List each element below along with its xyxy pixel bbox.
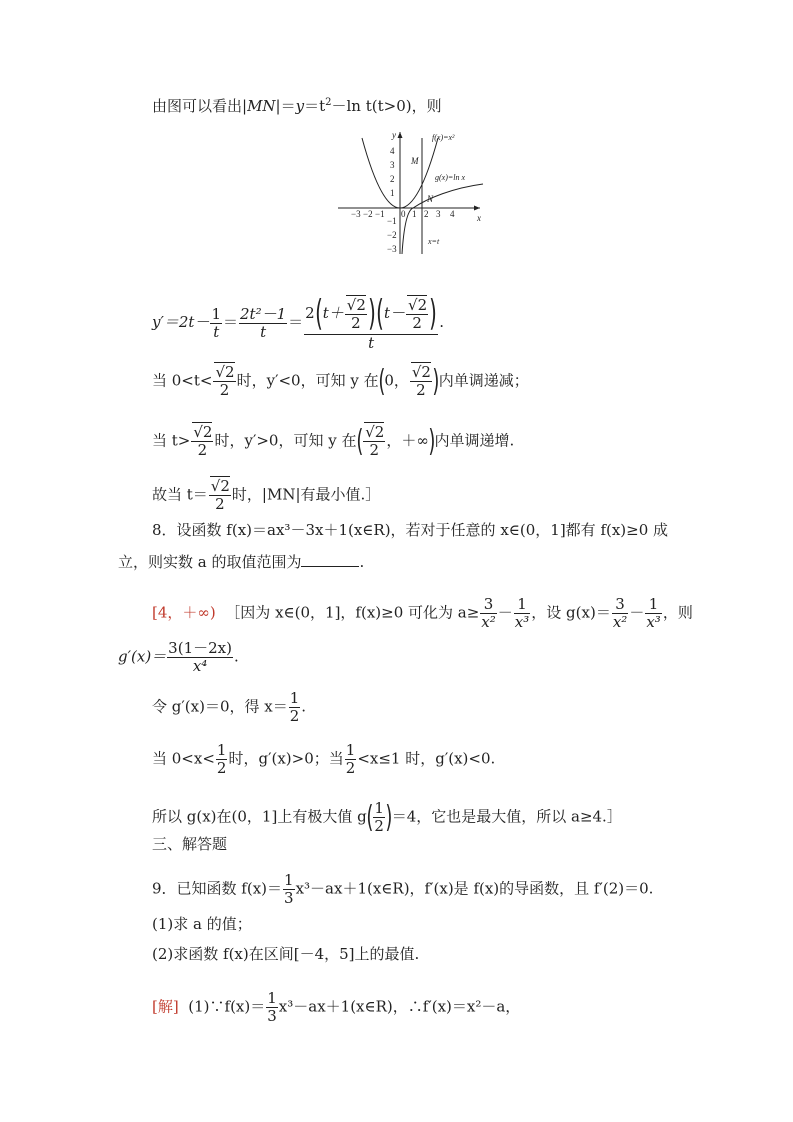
lparen-icon: (: [376, 293, 384, 334]
den: 3: [267, 1007, 277, 1025]
x-axis-label: x: [477, 213, 481, 223]
g-label: g(x)=ln x: [435, 173, 466, 182]
den: x³: [646, 613, 661, 631]
frac-3-x2: [612, 596, 628, 631]
case2-a: 当 t>: [152, 431, 191, 450]
answer-blank: [301, 552, 359, 567]
ln-curve: [402, 184, 483, 254]
case1-c: 0，: [384, 371, 409, 390]
x-tick: 1: [412, 209, 417, 219]
intro-text: 由图可以看出|: [152, 97, 248, 115]
y-tick: 4: [390, 146, 395, 156]
frac-sqrt2-2: [191, 424, 213, 459]
den: x³: [514, 613, 530, 631]
y-tick: −2: [387, 230, 397, 240]
rparen-icon: ): [368, 293, 376, 334]
den: 2: [345, 759, 356, 777]
function-graph: [338, 128, 488, 256]
a8-line3: [152, 742, 495, 777]
num: 1: [345, 741, 356, 759]
y-tick: −1: [387, 216, 397, 226]
x-tick: 0: [401, 209, 406, 219]
den: t: [213, 322, 220, 341]
frac-sqrt2-2: [410, 364, 432, 399]
gprime-lhs: g′(x)＝: [118, 647, 167, 666]
lparen-icon: (: [366, 799, 374, 835]
sqrt-2: √2: [193, 423, 213, 441]
rparen-icon: ): [428, 423, 436, 459]
x-tick: 4: [450, 209, 455, 219]
x-tick: −2: [363, 209, 373, 219]
y-tick: −3: [387, 244, 397, 254]
den: 2: [416, 381, 426, 399]
den: 2: [215, 495, 225, 513]
sol-b: x³－ax＋1(x∈R)，∴f′(x)＝x²－a，: [278, 997, 521, 1016]
case2-d: 内单调递增.: [434, 431, 515, 450]
y-tick: 2: [390, 174, 395, 184]
sol-a: (1)∵f(x)＝: [188, 997, 266, 1016]
den: 2: [351, 313, 361, 332]
a8-gprime: [118, 640, 239, 675]
intro-line: 由图可以看出$|MN|=y=t^2-\ln$ t(t>0)，则: [152, 97, 442, 115]
y-tick: 3: [390, 160, 395, 170]
frac-sqrt2-2: [345, 297, 367, 332]
a8-l2-text: 令 g′(x)＝0，得 x＝: [152, 697, 288, 716]
period: .: [359, 553, 365, 571]
num: [209, 478, 231, 496]
period: .: [301, 697, 307, 716]
t-plus: t＋: [322, 304, 344, 322]
y-tick: 1: [390, 188, 395, 198]
frac-1-2: [373, 800, 385, 835]
den: 2: [289, 707, 300, 725]
num: 1: [289, 689, 300, 707]
frac-sqrt2-2: [209, 478, 231, 513]
num: [213, 364, 235, 382]
intro-eq: |＝: [275, 97, 296, 115]
lparen-icon: (: [377, 363, 385, 399]
a8-text-b: ，设 g(x)＝: [531, 603, 611, 622]
x-tick: −3: [351, 209, 361, 219]
a8-text-c: ，则: [662, 603, 693, 622]
a8-line4: [152, 800, 622, 835]
frac-3-x2: [480, 596, 496, 631]
intro-after: －ln t(t>0)，则: [331, 97, 442, 115]
num: 2t²－1: [240, 304, 287, 323]
num: 1: [645, 596, 661, 614]
rparen-icon: ): [385, 799, 393, 835]
frac-1-x3: [514, 596, 530, 631]
num: 3(1－2x): [168, 639, 232, 657]
frac-2t2-1: [239, 306, 287, 341]
sqrt-2: √2: [411, 363, 431, 381]
case-minimum: [152, 478, 380, 513]
x-tick: −1: [375, 209, 385, 219]
den: x⁴: [192, 657, 208, 675]
den: 2: [216, 759, 227, 777]
frac-1-x3: [645, 596, 661, 631]
point-m-label: M: [411, 156, 419, 166]
sqrt-2: √2: [365, 423, 385, 441]
frac-1-2: [289, 690, 301, 725]
den: 3: [284, 889, 294, 907]
case-increasing: [152, 424, 514, 459]
a8-l4-b: ＝4，它也是最大值，所以 a≥4.］: [391, 807, 622, 826]
lparen-icon: (: [355, 423, 363, 459]
section-heading: 三、解答题: [152, 835, 228, 853]
derivative-line: [152, 294, 444, 352]
frac-1-over-t: [210, 306, 222, 341]
x-arrow-icon: [474, 206, 480, 211]
sqrt-2: √2: [210, 477, 230, 495]
den: t: [260, 322, 267, 341]
q8-line1: 8．设函数 f(x)＝ax³－3x＋1(x∈R)，若对于任意的 x∈(0，1]都有 f(x)≥0 成: [152, 521, 669, 539]
y-arrow-icon: [398, 132, 403, 138]
frac-1-3: [266, 990, 278, 1025]
frac-gprime: [167, 640, 233, 675]
frac-1-2: [216, 742, 228, 777]
frac-sqrt2-2: [406, 297, 428, 332]
q9-line1: [152, 872, 653, 907]
num: [191, 424, 213, 442]
period: .: [439, 313, 444, 331]
x-tick: 2: [424, 209, 429, 219]
minus: －: [497, 603, 513, 622]
q9-part2: (2)求函数 f(x)在区间[－4，5]上的最值.: [152, 945, 420, 963]
mn-var: MN: [247, 97, 276, 115]
a8-l4-a: 所以 g(x)在(0，1]上有极大值 g: [152, 807, 367, 826]
y-axis-label: y: [392, 130, 396, 140]
case2-b: 时，y′>0，可知 y 在: [214, 431, 357, 450]
lparen-icon: (: [314, 293, 323, 334]
num: 1: [514, 596, 530, 614]
a8-l3-a: 当 0<x<: [152, 749, 215, 768]
a8-line2: [152, 690, 306, 725]
den: 2: [219, 381, 230, 399]
q8-line2: [118, 552, 364, 572]
q8-text: 立，则实数 a 的取值范围为: [118, 553, 302, 571]
num: 1: [211, 304, 221, 323]
sqrt-2: √2: [215, 363, 235, 381]
a8-l3-c: <x≤1 时，g′(x)<0.: [357, 749, 496, 768]
two: 2: [305, 304, 315, 322]
rparen-icon: ): [432, 363, 440, 399]
a8-line1: [152, 596, 693, 631]
case1-a: 当 0<t<: [152, 371, 213, 390]
q9-text-a: 9．已知函数 f(x)＝: [152, 879, 283, 898]
answer-value: [4，＋∞): [152, 603, 216, 622]
num: 3: [480, 596, 496, 614]
solution-line: [152, 990, 520, 1025]
case2-c: ，＋∞: [386, 431, 429, 450]
a8-text: ［因为 x∈(0，1]，f(x)≥0 可化为 a≥: [225, 603, 480, 622]
frac-1-2: [345, 742, 357, 777]
deriv-lhs: y′＝2t－: [152, 313, 210, 331]
den: x²: [481, 613, 496, 631]
a8-l3-b: 时，g′(x)>0；当: [228, 749, 344, 768]
xt-label: x=t: [428, 237, 440, 246]
q9-part1: (1)求 a 的值；: [152, 915, 252, 933]
x-tick: 3: [436, 209, 441, 219]
intro-rest: ＝t: [304, 97, 326, 115]
sqrt-2: √2: [346, 295, 366, 314]
num: [345, 297, 367, 315]
solution-tag: [解]: [152, 997, 179, 1016]
den: 2: [412, 313, 422, 332]
frac-sqrt2-2: [363, 424, 385, 459]
num: 1: [284, 871, 294, 889]
point-n-label: N: [427, 194, 434, 204]
den: t: [368, 334, 375, 352]
period: .: [233, 647, 239, 666]
case3-b: 时，|MN|有最小值.］: [231, 485, 381, 504]
case3-a: 故当 t＝: [152, 485, 208, 504]
den: x²: [612, 613, 628, 631]
frac-1-3: [283, 872, 295, 907]
num: [410, 364, 432, 382]
frac-factored: [304, 294, 438, 352]
y-var: y: [295, 97, 305, 115]
case1-d: 内单调递减；: [438, 371, 529, 390]
num: [406, 297, 428, 315]
num: 1: [374, 799, 384, 817]
eq: ＝: [223, 313, 239, 331]
sqrt-2: √2: [408, 295, 428, 314]
num: [363, 424, 385, 442]
q9-text-b: x³－ax＋1(x∈R)，f′(x)是 f(x)的导函数，且 f′(2)＝0.: [295, 879, 654, 898]
den: 2: [374, 817, 384, 835]
num: 3: [612, 596, 628, 614]
eq: ＝: [288, 313, 304, 331]
num: 1: [267, 989, 277, 1007]
num: [304, 294, 438, 335]
den: 2: [197, 441, 208, 459]
case1-b: 时，y′<0，可知 y 在: [236, 371, 379, 390]
minus: －: [629, 603, 645, 622]
rparen-icon: ): [429, 293, 438, 334]
frac-sqrt2-2: [213, 364, 235, 399]
den: 2: [369, 441, 380, 459]
f-label: f(x)=x²: [432, 133, 455, 142]
num: 1: [216, 741, 227, 759]
t-minus: t－: [384, 304, 406, 322]
case-decreasing: [152, 364, 529, 399]
